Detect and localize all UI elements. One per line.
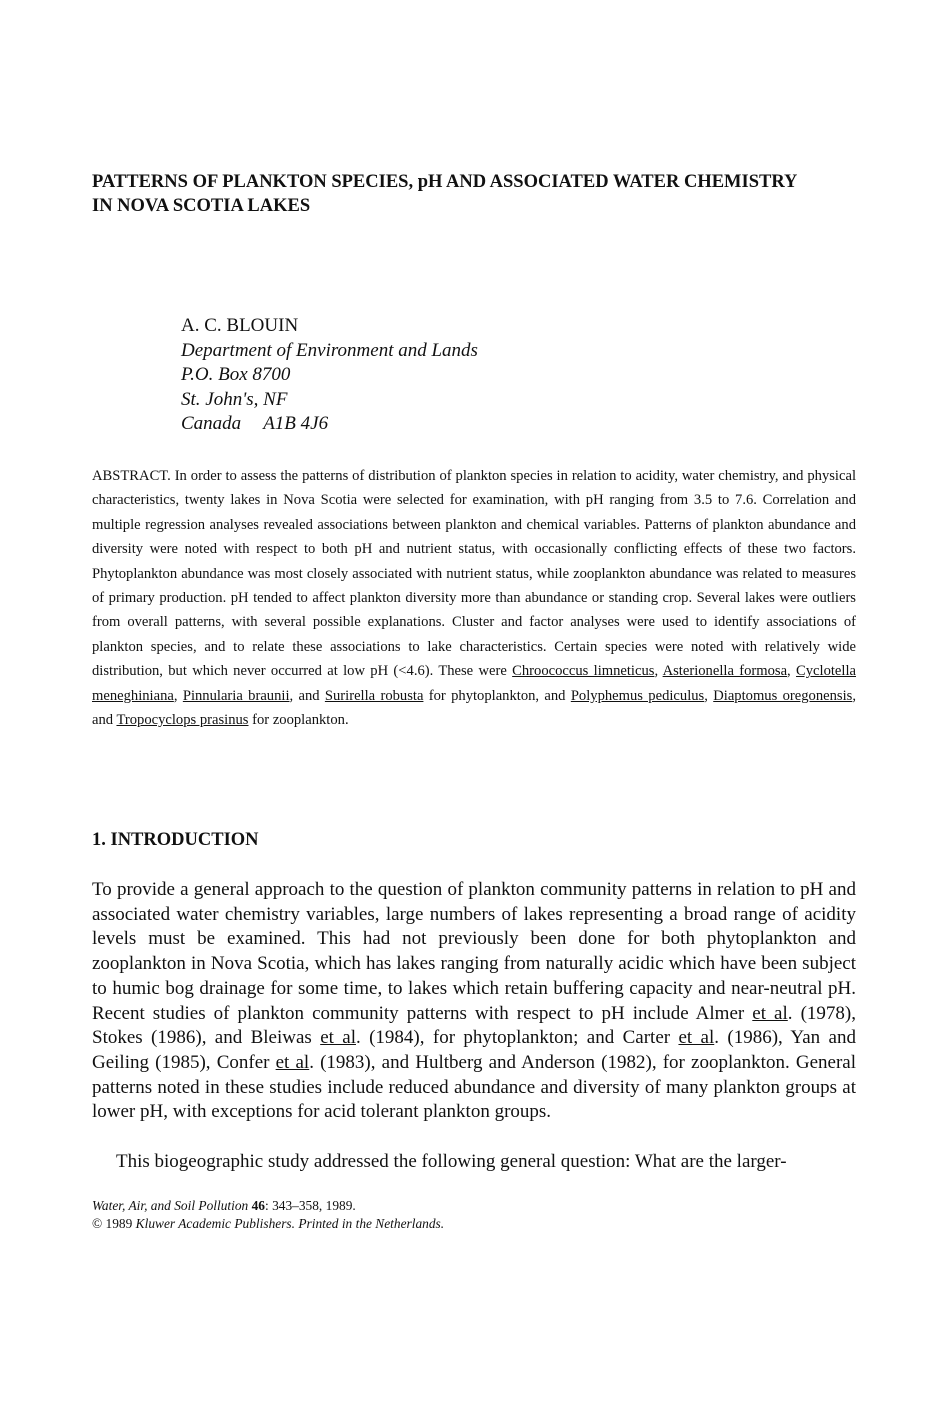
title-line-2: IN NOVA SCOTIA LAKES [92,196,311,216]
intro-paragraph-1 [92,878,856,1125]
citation-et-al-3: et al [678,1027,715,1049]
author-affiliation [181,314,478,437]
abstract-comma-4: , [704,687,714,704]
species-tropocyclops: Tropocyclops prasinus [116,712,249,729]
abstract-comma-1: , [654,663,663,680]
footer-copyright: © 1989 [92,1216,133,1231]
species-surirella: Surirella robusta [324,687,424,704]
abstract-text-2: for phytoplankton, and [423,687,571,704]
species-cyclotella: Cyclotella meneghiniana [92,663,856,704]
section-heading-introduction: 1. INTRODUCTION [92,830,259,850]
species-pinnularia: Pinnularia braunii [182,687,290,704]
author-name: A. C. BLOUIN [181,315,299,336]
abstract-comma-3: , [173,687,183,704]
author-country: Canada [181,413,242,434]
intro-part-3: . (1984), for phytoplankton; and Carter [355,1027,679,1049]
author-postal-code: A1B 4J6 [263,413,329,434]
species-polyphemus: Polyphemus pediculus [570,687,705,704]
intro-part-1: To provide a general approach to the question of plankton community patterns in relation to pH and associated water chemistry variables, large numbers of lakes representing a broad range of acidity levels must be examined. This had not previously been done for both phytoplankton and zooplankton in Nova Scotia, which has lakes ranging from naturally acidic which have been subject to humic bog drainage for some time, to lakes which retain buffering capacity and near-neutral pH. Recent studies of plankton community patterns with respect to pH include Almer [92,879,856,1024]
abstract-text-1: ABSTRACT. In order to assess the patterns of distribution of plankton species in relation to acidity, water chemistry, and physical characteristics, twenty lakes in Nova Scotia were selected for examination, with pH ranging from 3.5 to 7.6. Correlation and multiple regression analyses revealed associations between plankton and chemical variables. Patterns of plankton abundance and diversity were noted with respect to both pH and nutrient status, with occasionally conflicting effects of these two factors. Phytoplankton abundance was most closely associated with nutrient status, while zooplankton abundance was related to measures of primary production. pH tended to affect plankton diversity more than abundance or standing crop. Several lakes were outliers from overall patterns, with several possible explanations. Cluster and factor analyses were used to identify associations of plankton species, and to relate these associations to lake characteristics. Certain species were noted with relatively wide distribution, but which never occurred at low pH (<4.6). These were [92,468,856,680]
author-city: St. John's, NF [181,388,288,410]
author-po-box: P.O. Box 8700 [181,364,291,385]
footer-copyright-line [92,1215,444,1233]
species-asterionella: Asterionella formosa [662,663,788,680]
footer-publisher: Kluwer Academic Publishers. Printed in the Netherlands. [135,1216,445,1231]
footer-citation-line [92,1197,444,1215]
citation-et-al-4: et al [275,1051,310,1073]
intro-part-4: . (1986), Yan and Geiling (1985), Confer [92,1027,856,1073]
abstract-and-2: , and [92,687,856,729]
citation-et-al-2: et al [320,1027,356,1049]
intro-part-5: . (1983), and Hultberg and Anderson (1982), for zooplankton. General patterns noted in these studies include reduced abundance and diversity of many plankton groups at lower pH, with exceptions for acid tolerant plankton groups. [92,1051,856,1123]
abstract-text-3: for zooplankton. [248,712,349,729]
abstract-and-1: , and [289,687,325,704]
author-country-line [181,412,478,437]
abstract-comma-2: , [787,663,797,680]
footer-pages-year: : 343–358, 1989. [265,1198,356,1213]
journal-footer [92,1197,444,1233]
species-diaptomus: Diaptomus oregonensis [713,687,853,704]
paper-title [92,170,872,218]
title-line-1: PATTERNS OF PLANKTON SPECIES, pH AND ASSOCIATED WATER CHEMISTRY [92,172,798,192]
author-department: Department of Environment and Lands [181,339,478,361]
intro-part-2: . (1978), Stokes (1986), and Bleiwas [92,1002,856,1049]
citation-et-al-1: et al [752,1002,788,1024]
abstract [92,464,856,732]
species-chroococcus: Chroococcus limneticus [512,663,655,680]
footer-journal: Water, Air, and Soil Pollution [92,1198,249,1213]
intro-paragraph-2: This biogeographic study addressed the following general question: What are the larger- [116,1151,787,1172]
footer-volume: 46 [251,1198,265,1213]
